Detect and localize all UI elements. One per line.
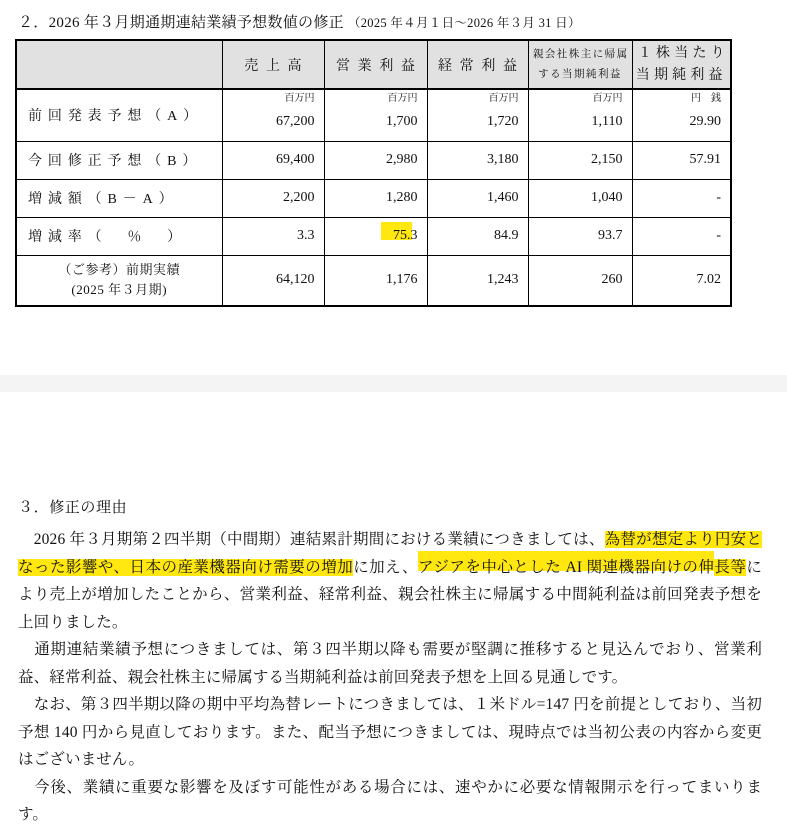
row-label-change-percent: 増減率（ ％ ） xyxy=(16,217,222,255)
cell-value: 1,176 xyxy=(324,255,427,306)
highlight-text-ai-equipment: アジアを中心とした AI 関連機器向けの伸 xyxy=(418,551,714,576)
row-label-change-amount: 増減額（B－A） xyxy=(16,179,222,217)
table-row-change-percent xyxy=(16,217,731,255)
cell-value: 百万円 1,720 xyxy=(427,89,528,141)
row-label-revised-forecast: 今回修正予想（B） xyxy=(16,141,222,179)
document-title-main: ２．2026 年３月期通期連結業績予想数値の修正 xyxy=(18,15,344,31)
cell-value: - xyxy=(632,179,731,217)
unit-label: 百万円 xyxy=(284,93,315,104)
row-label-previous-results: （ご参考）前期実績 (2025 年３月期) xyxy=(16,255,222,306)
column-header-ordinary-profit: 経常利益 xyxy=(427,40,528,89)
cell-value xyxy=(324,217,427,255)
highlight-text-domestic-demand: 日本の産業機器向け需要の増加 xyxy=(129,558,354,576)
column-header-eps: １株当たり 当期純利益 xyxy=(632,40,731,89)
unit-label: 円 銭 xyxy=(691,93,721,104)
table-row-change-amount xyxy=(16,179,731,217)
revision-reason-section xyxy=(18,496,762,829)
row-label-previous-forecast: 前回発表予想（A） xyxy=(16,89,222,141)
unit-label: 百万円 xyxy=(387,93,418,104)
highlight-text-fx: 為替が想定より円安となった影響や、 xyxy=(18,531,762,576)
paragraph-results-overview: 2026 年３月期第２四半期（中間期）連結累計期間における業績につきましては、為替が想定より円安となった影響や、日本の産業機器向け需要の増加に加え、アジアを中心とした AI 関連機器向けの伸長等により売上が増加したことから、営業利益、経常利益、親会社株主に帰属する中間純利益は前回発表予想を上回りました。 xyxy=(18,531,762,631)
cell-value: 2,980 xyxy=(324,141,427,179)
document-title-period: （2025 年４月１日～2026 年３月 31 日） xyxy=(347,16,581,30)
cell-value: 84.9 xyxy=(427,217,528,255)
column-header-operating-profit: 営業利益 xyxy=(324,40,427,89)
cell-value: 円 銭 29.90 xyxy=(632,89,731,141)
table-row-previous-results xyxy=(16,255,731,306)
document-title xyxy=(18,11,581,32)
unit-label: 百万円 xyxy=(488,93,519,104)
cell-value: 57.91 xyxy=(632,141,731,179)
cell-value: 百万円 1,700 xyxy=(324,89,427,141)
section-heading: ３．修正の理由 xyxy=(18,500,128,516)
cell-value: 69,400 xyxy=(222,141,324,179)
cell-value: 百万円 1,110 xyxy=(528,89,632,141)
table-row-previous-forecast xyxy=(16,89,731,141)
forecast-revision-table xyxy=(15,39,732,307)
cell-value: 64,120 xyxy=(222,255,324,306)
paragraph-fx-rate-dividend: なお、第３四半期以降の期中平均為替レートにつきましては、１米ドル=147 円を前提としており、当初予想 140 円から見直しております。また、配当予想につきましては、現時点では当初公表の内容から変更はございません。 xyxy=(18,696,762,768)
column-header-parent-net-income: 親会社株主に帰属 する当期純利益 xyxy=(528,40,632,89)
cell-value: - xyxy=(632,217,731,255)
cell-value: 1,460 xyxy=(427,179,528,217)
header-empty-cell xyxy=(16,40,222,89)
paragraph-disclosure-note: 今後、業績に重要な影響を及ぼす可能性がある場合には、速やかに必要な情報開示を行ってまいります。 xyxy=(18,778,762,823)
cell-value: 3.3 xyxy=(222,217,324,255)
paragraph-full-year-forecast: 通期連結業績予想につきましては、第３四半期以降も需要が堅調に推移すると見込んでおり、営業利益、経常利益、親会社株主に帰属する当期純利益は前回発表予想を上回る見通しです。 xyxy=(18,641,762,686)
column-header-sales: 売上高 xyxy=(222,40,324,89)
cell-value: 3,180 xyxy=(427,141,528,179)
cell-value: 1,040 xyxy=(528,179,632,217)
cell-value: 1,280 xyxy=(324,179,427,217)
table-header-row xyxy=(16,40,731,89)
cell-value: 2,150 xyxy=(528,141,632,179)
cell-value: 2,200 xyxy=(222,179,324,217)
highlight-text-growth: 長等 xyxy=(714,558,747,576)
cell-value: 93.7 xyxy=(528,217,632,255)
cell-value: 260 xyxy=(528,255,632,306)
unit-label: 百万円 xyxy=(592,93,623,104)
page-gap-band xyxy=(0,375,787,392)
table-row-revised-forecast xyxy=(16,141,731,179)
cell-value: 7.02 xyxy=(632,255,731,306)
cell-value: 1,243 xyxy=(427,255,528,306)
highlight-marker-75-3: 75.3 xyxy=(393,228,418,243)
cell-value: 百万円 67,200 xyxy=(222,89,324,141)
